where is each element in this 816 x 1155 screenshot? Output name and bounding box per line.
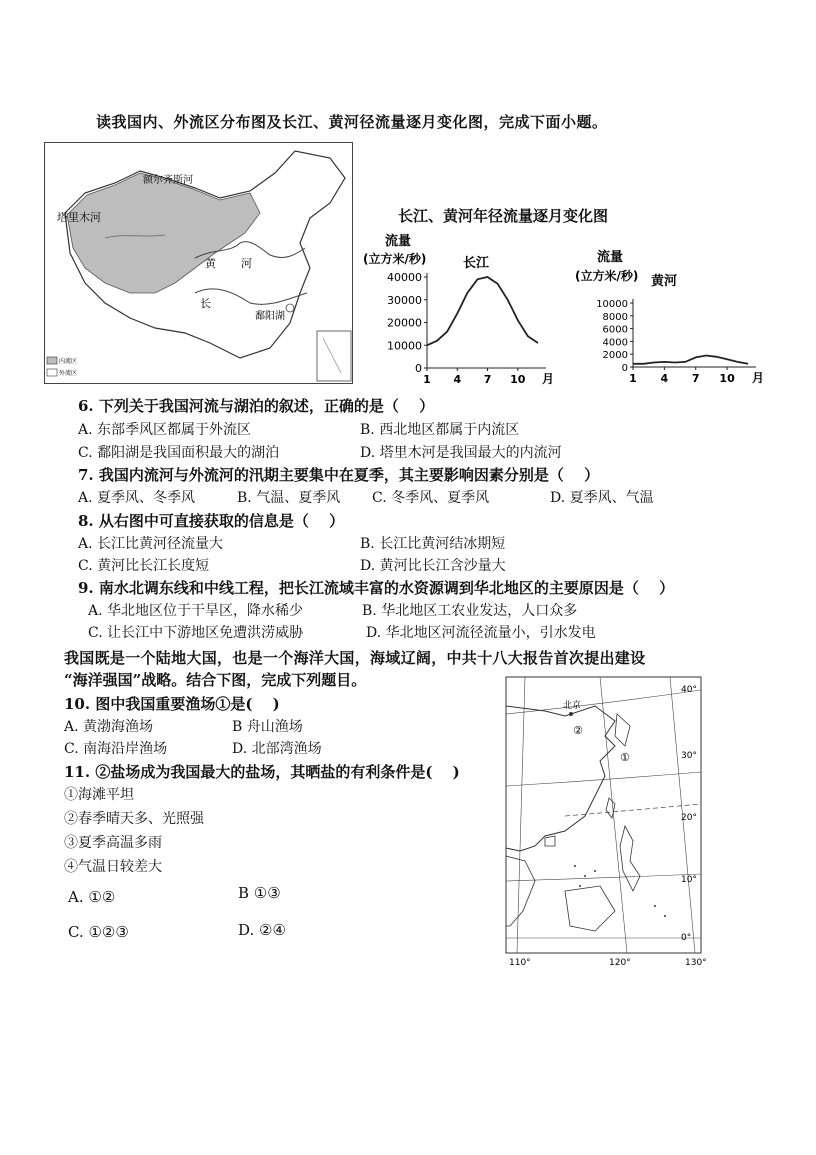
q8-option-a[interactable]: A. 长江比黄河径流量大 — [78, 536, 224, 552]
q11-stem: 11. ②盐场成为我国最大的盐场，其晒盐的有利条件是( ) — [64, 763, 460, 781]
huanghe-ytick-label: 8000 — [602, 311, 628, 323]
q10-option-c[interactable]: C. 南海沿岸渔场 — [64, 741, 168, 757]
lon-130: 130° — [685, 958, 707, 966]
mark-2: ② — [573, 724, 583, 737]
q9-option-c[interactable]: C. 让长江中下游地区免遭洪涝威胁 — [88, 625, 304, 641]
huanghe-ytick-label: 10000 — [596, 299, 628, 310]
huanghe-xtick-label: 1 — [629, 372, 637, 385]
q8-stem: 8. 从右图中可直接获取的信息是（ ） — [78, 512, 345, 530]
q10-option-b[interactable]: B 舟山渔场 — [232, 719, 303, 735]
q11-item-1: ①海滩平坦 — [64, 787, 134, 803]
changjiang-ylabel: 流量 — [385, 234, 412, 249]
changjiang-ytick-label: 0 — [415, 362, 422, 375]
section2-intro-line1: 我国既是一个陆地大国，也是一个海洋大国，海域辽阔，中共十八大报告首次提出建设 — [64, 649, 646, 667]
huanghe-xtick-label: 4 — [660, 372, 669, 385]
lon-110: 110° — [509, 958, 531, 966]
q7-option-c[interactable]: C. 冬季风、夏季风 — [372, 490, 490, 506]
q6-option-b[interactable]: B. 西北地区都属于内流区 — [360, 422, 520, 438]
lon-120: 120° — [609, 958, 631, 966]
legend-outflow: 外流区 — [59, 370, 78, 377]
section2-intro-line2: “海洋强国”战略。结合下图，完成下列题目。 — [64, 671, 367, 689]
q7-option-a[interactable]: A. 夏季风、冬季风 — [78, 490, 196, 506]
q8-option-d[interactable]: D. 黄河比长江含沙量大 — [360, 558, 506, 574]
q11-option-d[interactable]: D. ②④ — [238, 921, 286, 939]
huanghe-ytick-label: 2000 — [602, 350, 628, 362]
changjiang-ytick-label: 20000 — [387, 316, 422, 330]
lat-10: 10° — [681, 875, 697, 885]
lat-30: 30° — [681, 751, 697, 761]
huanghe-series-name: 黄河 — [651, 274, 678, 289]
huanghe-ytick-label: 0 — [621, 363, 628, 374]
changjiang-xunit: 月 — [542, 372, 555, 386]
q8-option-b[interactable]: B. 长江比黄河结冰期短 — [360, 536, 506, 552]
chart-title: 长江、黄河年径流量逐月变化图 — [398, 207, 609, 225]
intro-text: 读我国内、外流区分布图及长江、黄河径流量逐月变化图，完成下面小题。 — [96, 113, 608, 131]
label-tarim: 塔里木河 — [57, 211, 101, 224]
drainage-map — [44, 142, 353, 384]
q11-option-a[interactable]: A. ①② — [68, 888, 116, 906]
changjiang-ytick-label: 30000 — [387, 293, 422, 307]
changjiang-ytick-label: 40000 — [387, 271, 422, 284]
label-poyang: 鄱阳湖 — [255, 311, 285, 322]
mark-1: ① — [620, 751, 630, 764]
q7-option-d[interactable]: D. 夏季风、气温 — [550, 490, 654, 506]
q7-stem: 7. 我国内流河与外流河的汛期主要集中在夏季，其主要影响因素分别是（ ） — [78, 466, 600, 484]
huanghe-xtick-label: 7 — [691, 372, 700, 385]
changjiang-xtick-label: 4 — [453, 373, 462, 386]
q11-item-3: ③夏季高温多雨 — [64, 835, 162, 851]
q11-option-b[interactable]: B ①③ — [238, 884, 281, 902]
huanghe-ytick-label: 4000 — [602, 337, 628, 349]
changjiang-yunit: (立方米/秒) — [363, 252, 427, 266]
huanghe-series-line — [633, 356, 748, 364]
q11-option-c[interactable]: C. ①②③ — [68, 923, 129, 941]
drainage-map-svg — [45, 143, 352, 383]
q11-item-4: ④气温日较差大 — [64, 859, 162, 875]
q9-option-d[interactable]: D. 华北地区河流径流量小，引水发电 — [366, 625, 596, 641]
changjiang-xtick-label: 7 — [483, 373, 492, 386]
label-huang: 黄 — [205, 257, 216, 270]
huanghe-yunit: (立方米/秒) — [575, 269, 639, 283]
lat-20: 20° — [681, 813, 697, 823]
q9-option-a[interactable]: A. 华北地区位于干旱区，降水稀少 — [88, 603, 304, 619]
lat-0: 0° — [681, 933, 692, 943]
huanghe-xtick-label: 10 — [719, 372, 735, 385]
city-beijing: 北京 — [563, 701, 582, 711]
discharge-charts — [355, 225, 775, 395]
legend-inland: 内流区 — [59, 358, 78, 365]
huanghe-ytick-label: 6000 — [602, 324, 628, 336]
label-irtysh: 额尔齐斯河 — [143, 175, 193, 186]
q6-stem: 6. 下列关于我国河流与湖泊的叙述，正确的是（ ） — [78, 397, 435, 415]
changjiang-ytick-label: 10000 — [387, 339, 422, 353]
changjiang-xtick-label: 1 — [423, 373, 431, 386]
changjiang-series-line — [427, 277, 538, 345]
label-chang: 长 — [200, 297, 211, 310]
changjiang-xtick-label: 10 — [510, 373, 526, 386]
huanghe-xunit: 月 — [752, 371, 765, 385]
q11-item-2: ②春季晴天多、光照强 — [64, 811, 204, 827]
q9-option-b[interactable]: B. 华北地区工农业发达，人口众多 — [362, 603, 578, 619]
q6-option-c[interactable]: C. 鄱阳湖是我国面积最大的湖泊 — [78, 445, 280, 461]
q10-option-a[interactable]: A. 黄渤海渔场 — [64, 719, 154, 735]
q6-option-d[interactable]: D. 塔里木河是我国最大的内流河 — [360, 445, 562, 461]
q7-option-b[interactable]: B. 气温、夏季风 — [237, 490, 341, 506]
huanghe-ylabel: 流量 — [597, 250, 624, 265]
q6-option-a[interactable]: A. 东部季风区都属于外流区 — [78, 422, 252, 438]
q9-stem: 9. 南水北调东线和中线工程，把长江流域丰富的水资源调到华北地区的主要原因是（ ） — [78, 579, 675, 597]
sea-map-svg — [505, 676, 715, 966]
q10-stem: 10. 图中我国重要渔场①是( ) — [64, 695, 280, 713]
q8-option-c[interactable]: C. 黄河比长江长度短 — [78, 558, 210, 574]
q10-option-d[interactable]: D. 北部湾渔场 — [232, 741, 322, 757]
label-he: 河 — [241, 257, 252, 270]
sea-map — [505, 676, 715, 966]
changjiang-series-name: 长江 — [463, 256, 490, 271]
lat-40: 40° — [681, 685, 697, 695]
